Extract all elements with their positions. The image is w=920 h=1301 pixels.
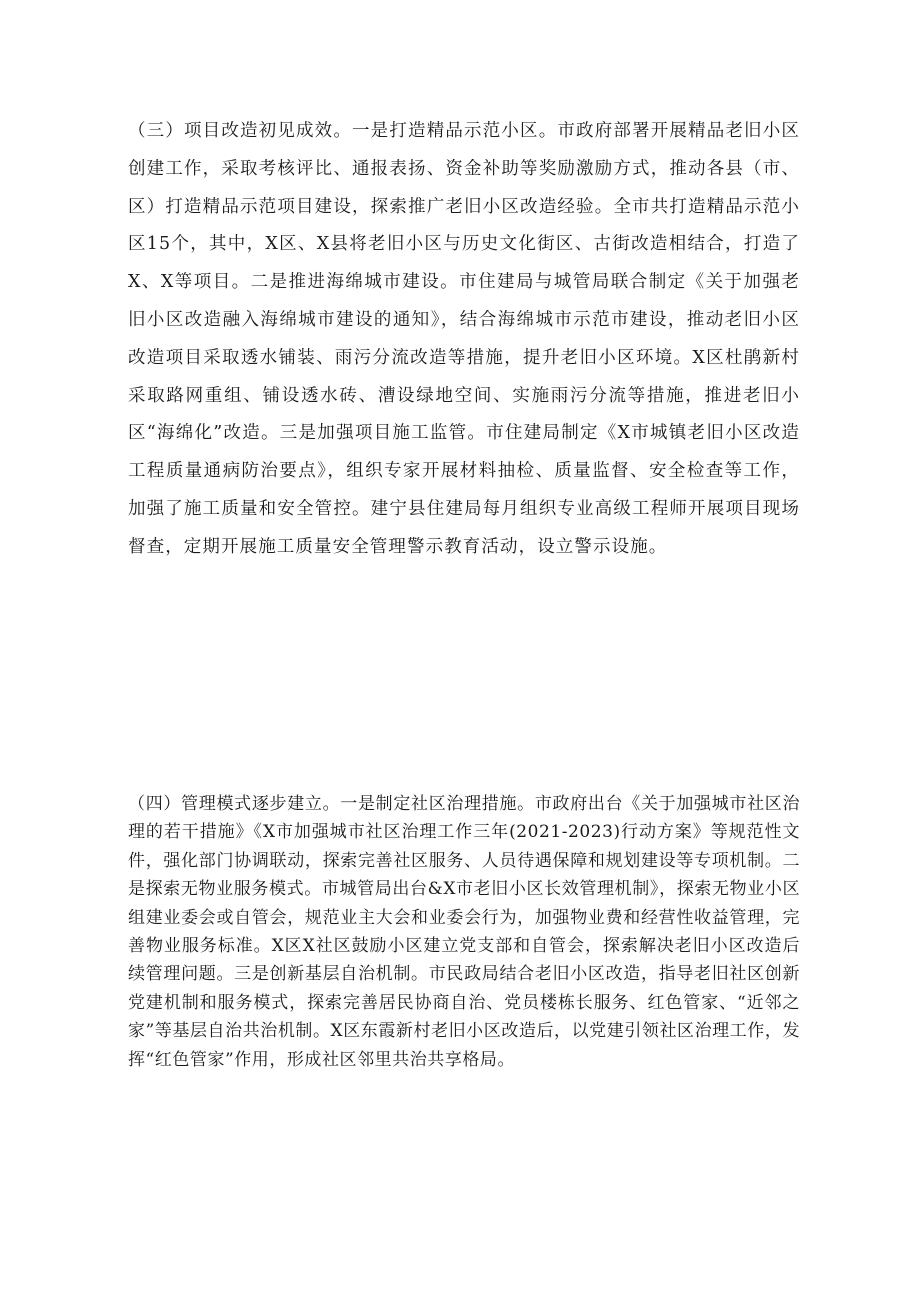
paragraph-section-3: （三）项目改造初见成效。一是打造精品示范小区。市政府部署开展精品老旧小区创建工作，采取考核评比、通报表扬、资金补助等奖励激励方式，推动各县（市、区）打造精品示范项目建设，探索推广老旧小区改造经验。全市共打造精品示范小区15个，其中，X区、X县将老旧小区与历史文化街区、古街改造相结合，打造了X、X等项目。二是推进海绵城市建设。市住建局与城管局联合制定《关于加强老旧小区改造融入海绵城市建设的通知》，结合海绵城市示范市建设，推动老旧小区改造项目采取透水铺装、雨污分流改造等措施，提升老旧小区环境。X区杜鹃新村采取路网重组、铺设透水砖、漕设绿地空间、实施雨污分流等措施，推进老旧小区“海绵化”改造。三是加强项目施工监管。市住建局制定《X市城镇老旧小区改造工程质量通病防治要点》，组织专家开展材料抽检、质量监督、安全检查等工作，加强了施工质量和安全管控。建宁县住建局每月组织专业高级工程师开展项目现场督查，定期开展施工质量安全管理警示教育活动，设立警示设施。	[128, 121, 800, 557]
paragraph-section-4: （四）管理模式逐步建立。一是制定社区治理措施。市政府出台《关于加强城市社区治理的若干措施》《X市加强城市社区治理工作三年(2021-2023)行动方案》等规范性文件，强化部门协调联动，探索完善社区服务、人员待遇保障和规划建设等专项机制。二是探索无物业服务模式。市城管局出台&X市老旧小区长效管理机制》，探索无物业小区组建业委会或自管会，规范业主大会和业委会行为，加强物业费和经营性收益管理，完善物业服务标准。X区X社区鼓励小区建立党支部和自管会，探索解决老旧小区改造后续管理问题。三是创新基层自治机制。市民政局结合老旧小区改造，指导老旧社区创新党建机制和服务模式，探索完善居民协商自治、党员楼栋长服务、红色管家、“近邻之家”等基层自治共治机制。X区东霞新村老旧小区改造后，以党建引领社区治理工作，发挥“红色管家”作用，形成社区邻里共治共享格局。	[128, 794, 800, 1070]
